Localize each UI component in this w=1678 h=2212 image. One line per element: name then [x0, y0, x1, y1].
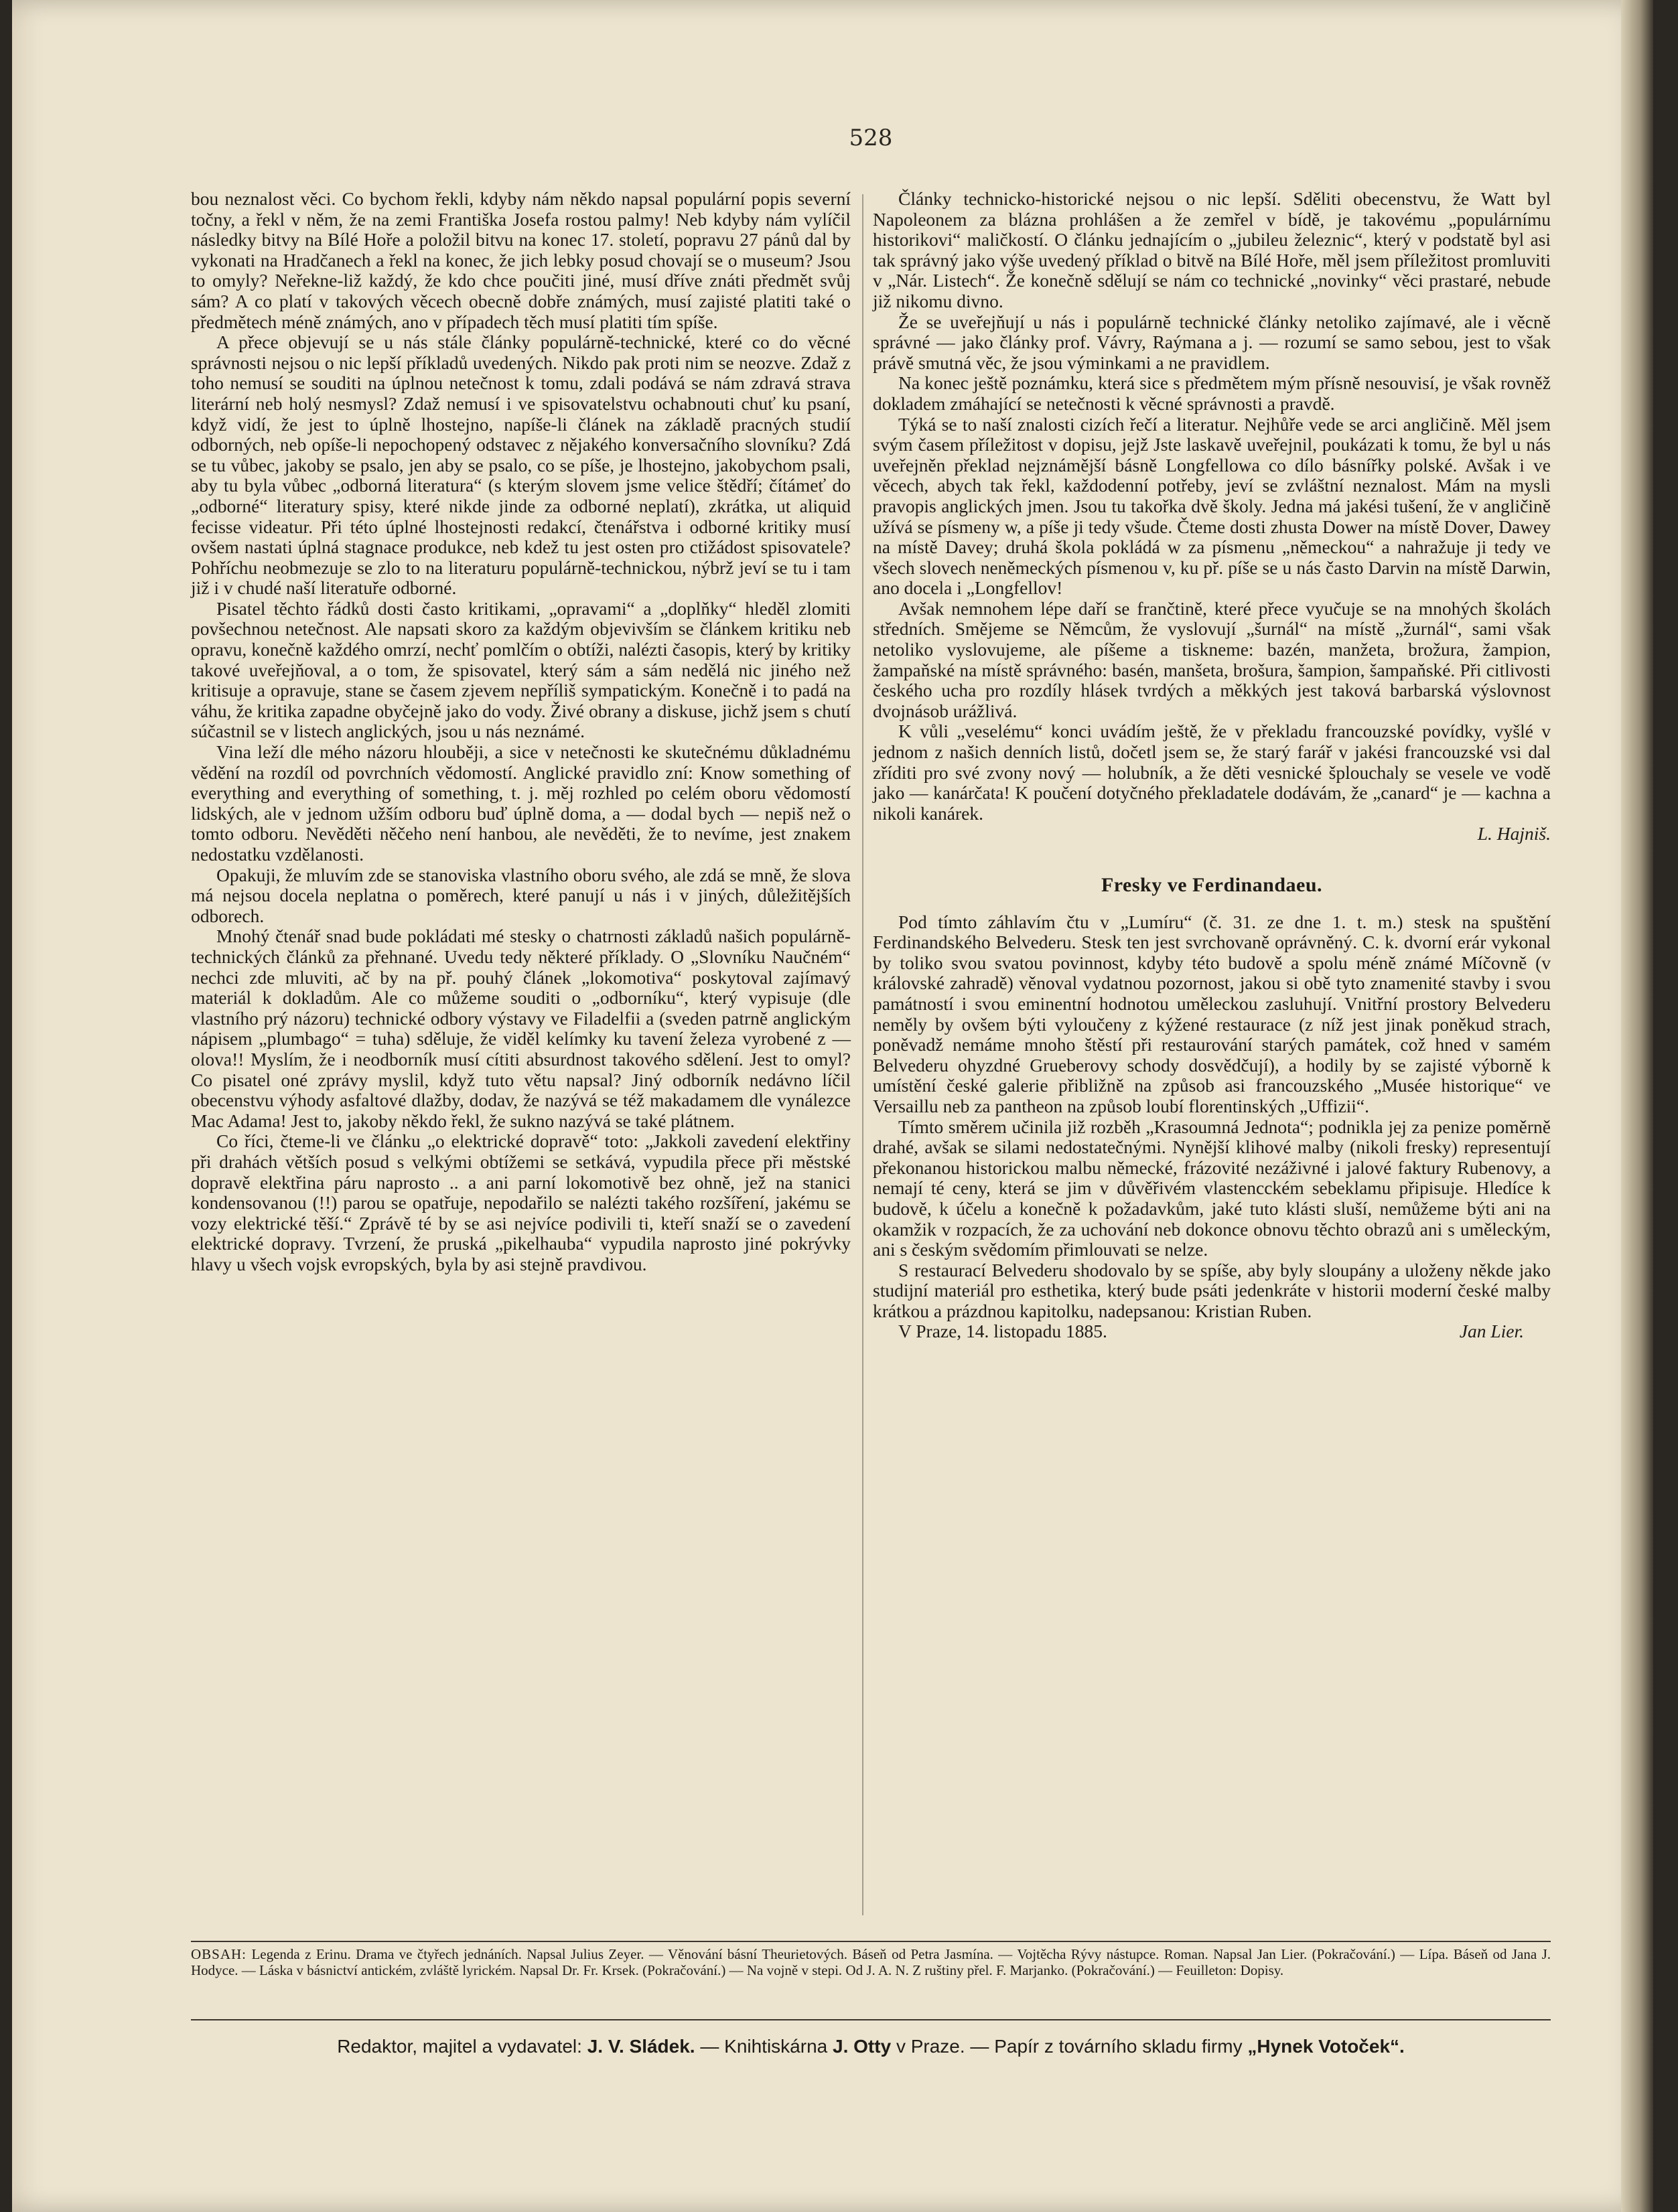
paragraph: Články technicko-historické nejsou o nic lepší. Sděliti obecenstvu, že Watt byl Napoleonem za blázna prohlášen a že zemřel v bídě, je takovému „populárnímu historikovi“ maličkostí. O článku jednajícím o „jubileu železnic“, který v podstatě byl asi tak správný jako výše uvedený příklad o bitvě na Bílé Hoře, měl jsem příležitost promluviti v „Nár. Listech“. Že konečně sdělují se nám co technické „novinky“ věci prastaré, nebude již nikomu divno. — [873, 188, 1551, 311]
signature-hajnis: L. Hajniš. — [1477, 823, 1551, 844]
contents-rule — [191, 1941, 1551, 1942]
paragraph: bou neznalost věci. Co bychom řekli, kdyby nám někdo napsal populární popis severní točny, a řekl v něm, že na zemi Františka Josefa rostou palmy! Neb kdyby nám vylíčil následky bitvy na Bílé Hoře a položil bitvu na konec 17. století, popravu 27 pánů dal by vykonati na Hradčanech a řekl na konec, že jich lebky posud chovají se o museum? Jsou to omyly? Neřekne-liž každý, že kdo chce poučiti jiné, musí dříve znáti předmět svůj sám? A co platí v takových věcech obecně dobře známých, musí zajisté platiti také o předmětech méně známých, ano v případech těch musí platiti tím spíše. — [191, 188, 851, 332]
paragraph: Pod tímto záhlavím čtu v „Lumíru“ (č. 31. ze dne 1. t. m.) stesk na spuštění Ferdinandského Belvederu. Stesk ten jest svrchovaně oprávněný. C. k. dvorní erár vykonal by toliko svou svatou povinnost, kdyby této budově a spolu méně známé Míčovně (v královské zahradě) věnoval vydatnou pozornost, jakou si obě tyto znamenité stavby i svou památností i svou eminentní hodnotou uměleckou zasluhují. Vnitřní prostory Belvederu neměly by ovšem býti vyloučeny z kýžené restaurace (z níž jest jinak poněkud strach, poněvadž nemáme mnoho štěstí při restaurování starých památek, což hned v samém Belvederu ohyzdné Grueberovy schody dosvědčují), a hodily by se zajisté výborně k umístění české galerie přibližně na způsob asi francouzského „Musée historique“ ve Versaillu neb za pantheon na způsob loubí florentinských „Uffizii“. — [873, 911, 1551, 1116]
printer-place: v Praze. — [896, 2036, 965, 2057]
page-edge — [1621, 0, 1653, 2212]
date-place: V Praze, 14. listopadu 1885. — [898, 1321, 1107, 1342]
contents-label: OBSAH: — [191, 1946, 247, 1962]
page-number: 528 — [849, 125, 893, 151]
article-title: Fresky ve Ferdinandaeu. — [1101, 874, 1323, 896]
editor-name: J. V. Sládek. — [587, 2036, 695, 2057]
paragraph: Mnohý čtenář snad bude pokládati mé stesky o chatrnosti základů našich populárně-technických článků za přehnané. Uvedu tedy některé příklady. O „Slovníku Naučném“ nechci zde mluviti, ač by na př. pouhý článek „lokomotiva“ poskytoval zajímavý materiál k dokladům. Ale co můžeme souditi o „odborníku“, který vypisuje (dle vlastního prý názoru) technické odbory výstavy ve Filadelfii a (sveden patrně anglickým nápisem „plumbago“ = tuha) sděluje, že viděl kelímky ku tavení železa vyrobené z — olova!! Myslím, že i neodborník musí cítiti absurdnost takového sdělení. Jest to omyl? Co pisatel oné zprávy myslil, když tuto větu napsal? Jiný odborník nedávno líčil obecenstvu výhody asfaltové dlažby, dodav, že nazývá se též makadamem dle vynálezce Mac Adama! Jest to, jakoby někdo řekl, že sukno nazývá se také plátnem. — [191, 926, 851, 1131]
dateline — [873, 1321, 1551, 1342]
paragraph: A přece objevují se u nás stále články populárně-technické, které co do věcné správnosti nejsou o nic lepší příkladů uvedených. Nikdo pak proti nim se neozve. Zdaž z toho nemusí se souditi na úplnou netečnost k tomu, zdali podává se nám zdravá strava literární neb holý nesmysl? Zdaž nemusí i ve spisovatelstvu ochabnouti chuť ku psaní, když vidí, že jest to úplně lhostejno, napíše-li článek na základě pracných studií odborných, neb opíše-li nepochopený odstavec z nějakého konversačního slovníku? Zdá se tu vůbec, jakoby se psalo, jen aby se psalo, co se píše, je lhostejno, jakobychom psali, aby tu byla vůbec „odborná literatura“ (s kterým slovem jsme velice štědří; čítámeť do „odborné“ literatury spisy, které nikde jinde za odborné neplatí), zkrátka, ut aliquid fecisse videatur. Při této úplné lhostejnosti redakcí, čtenářstva i odborné kritiky musí ovšem nastati úplná stagnace produkce, neb kdež tu jest osten pro ctižádost spisovatele? Pohříchu neobmezuje se zlo to na literaturu populárně-technickou, nýbrž jeví se tu i tam již i v chudé naší literatuře odborné. — [191, 331, 851, 599]
right-column — [873, 189, 1551, 1342]
left-column — [191, 189, 851, 1274]
paragraph: Co říci, čteme-li ve článku „o elektrické dopravě“ toto: „Jakkoli zavedení elektřiny při drahách větších posud s velkými obtížemi se setkává, vypudila přece při městské dopravě elektřina páru naprosto .. a ani parní lokomotivě bez ohně, jež na stanici kondensovanou (!!) parou se opatřuje, nepodařilo se nalézti takého rozšíření, jakému se vozy elektrické těší.“ Zprávě té by se asi nejvíce podivili ti, kteří snaží se o zavedení elektrické dopravy. Tvrzení, že pruská „pikelhauba“ vypudila naprosto jiné pokrývky hlavy u všech vojsk evropských, byla by asi stejně pravdivou. — [191, 1130, 851, 1274]
paragraph: Vina leží dle mého názoru hlouběji, a sice v netečnosti ke skutečnému důkladnému vědění na rozdíl od povrchních vědomostí. Anglické pravidlo zní: Know something of everything and everything of something, t. j. měj rozhled po celém oboru vědomostí lidských, ale v jednom užším odboru buď úplně doma, a — dodal bych — nepiš než o tomto odboru. Nevěděti něčeho není hanbou, ale nevěděti, že to nevíme, jest znakem nedostatku vzdělanosti. — [191, 741, 851, 865]
paragraph: Že se uveřejňují u nás i populárně technické články netoliko zajímavé, ale i věcně správné — jako články prof. Vávry, Raýmana a j. — rozumí se samo sebou, jest to však právě smutná věc, že jsou výminkami a ne pravidlem. — [873, 311, 1551, 373]
paragraph: Na konec ještě poznámku, která sice s předmětem mým přísně nesouvisí, je však rovněž dokladem zmáhající se netečnosti k věcné správnosti a pravdě. — [873, 372, 1551, 414]
paragraph: Týká se to naší znalosti cizích řečí a literatur. Nejhůře vede se arci angličině. Měl jsem svým časem příležitost v dopisu, jejž Jste laskavě uveřejnil, poukázati k tomu, že byl u nás uveřejněn překlad nejznámější básně Longfellowa co dílo básnířky polské. Avšak i ve věcech, abych tak řekl, každodenní potřeby, jeví se zvláštní neznalost. Mám na mysli pravopis anglických jmen. Jsou tu takořka dvě školy. Jedna má jakési tušení, že v angličině užívá se písmeny w, a píše ji tedy všude. Čteme dosti zhusta Dower na místě Dover, Dawey na místě Davey; druhá škola pokládá w za písmenu „německou“ a nahražuje ji tedy ve všech slovech neněmeckých písmenou v, ku př. píše se u nás často Darvin na místě Darwin, ano docela i „Longfellov! — [873, 413, 1551, 599]
contents-text: Legenda z Erinu. Drama ve čtyřech jednáních. Napsal Julius Zeyer. — Věnování básní Theurietových. Báseň od Petra Jasmína. — Vojtěcha Rývy nástupce. Roman. Napsal Jan Lier. (Pokračování.) — Lípa. Báseň od Jana J. Hodyce. — Láska v básnictví antickém, zvláště lyrickém. Napsal Dr. Fr. Krsek. (Pokračování.) — Na vojně v stepi. Od J. A. N. Z ruštiny přel. F. Marjanko. (Pokračování.) — Feuilleton: Dopisy. — [191, 1946, 1551, 1978]
paragraph: K vůli „veselému“ konci uvádím ještě, že v překladu francouzské povídky, vyšlé v jednom z našich denních listů, dočetl jsem se, že starý farář v jakési francouzské vsi dal zříditi pro své zvony nový — holubník, a že děti vesnické šplouchaly se vesele ve vodě jako — kanárčata! K poučení dotyčného překladatele dodávám, že „canard“ je — kachna a nikoli kanárek. — [873, 721, 1551, 824]
paper-label: — Papír z továrního skladu firmy — [970, 2036, 1243, 2057]
author-signature: Jan Lier. — [1459, 1321, 1524, 1342]
editor-label: Redaktor, majitel a vydavatel: — [337, 2036, 582, 2057]
footer-rule — [191, 2019, 1551, 2020]
printer-name: J. Otty — [833, 2036, 892, 2057]
printer-label: — Knihtiskárna — [700, 2036, 828, 2057]
imprint-footer — [191, 2036, 1551, 2057]
paper-firm: „Hynek Votoček“. — [1247, 2036, 1405, 2057]
paragraph: Avšak nemnohem lépe daří se frančtině, které přece vyučuje se na mnohých školách středních. Smějeme se Němcům, že vyslovují „šurnál“ na místě „žurnál“, sami však netoliko vyslovujeme, ale píšeme a tiskneme: bazén, manžeta, brožura, žampion, žampaňské na místě správného: basén, manšeta, brošura, šampion, šampaňské. Při citlivosti českého ucha pro rozdíly hlásek tvrdých a měkkých jest taková barbarská výslovnost dvojnásob urážlivá. — [873, 597, 1551, 721]
contents-block — [191, 1946, 1551, 1978]
paragraph: Tímto směrem učinila již rozběh „Krasoumná Jednota“; podnikla jej za penize poměrně drahé, avšak se silami nedostatečnými. Nynější klihové malby (nikoli fresky) representují překonanou historickou malbu německé, frázovité nezáživné i jalové faktury Rubenovy, a nemají té ceny, která se jim v důvěřivém vlastencckém sebeklamu připisuje. Hledíce k budově, k účelu a konečně k požadavkům, jaké tuto klásti sluší, nemůžeme býti ani na okamžik v rozpacích, že za uchování neb dokonce obnovu těchto obrazů ani s uměleckým, ani s českým svědomím přimlouvati se nelze. — [873, 1116, 1551, 1260]
paragraph: Pisatel těchto řádků dosti často kritikami, „opravami“ a „doplňky“ hleděl zlomiti povšechnou netečnost. Ale napsati skoro za každým objevivším se článkem kritiku neb opravu, konečně každého omrzí, nechť pomlčím o obtíži, nalézti časopis, který by kritiky takové uveřejňoval, a o tom, že spisovatel, který sám a sám nedělá nic jiného než kritisuje a opravuje, stane se časem zjevem nepříliš sympatickým. Konečně i to padá na váhu, že kritika zapadne obyčejně jako do vody. Živé obrany a diskuse, jichž jsem s chutí súčastnil se v listech anglických, jsou u nás neznámé. — [191, 597, 851, 742]
paragraph: S restaurací Belvederu shodovalo by se spíše, aby byly sloupány a uloženy někde jako studijní materiál pro esthetika, který bude psáti jedenkráte v historii moderní české malby krátkou a prázdnou kapitolku, nadepsanou: Kristian Ruben. — [873, 1259, 1551, 1321]
paragraph: Opakuji, že mluvím zde se stanoviska vlastního oboru svého, ale zdá se mně, že slova má nejsou docela neplatna o poměrech, které panují u nás i v jiných, důležitějších odborech. — [191, 864, 851, 926]
column-divider — [862, 194, 863, 1915]
